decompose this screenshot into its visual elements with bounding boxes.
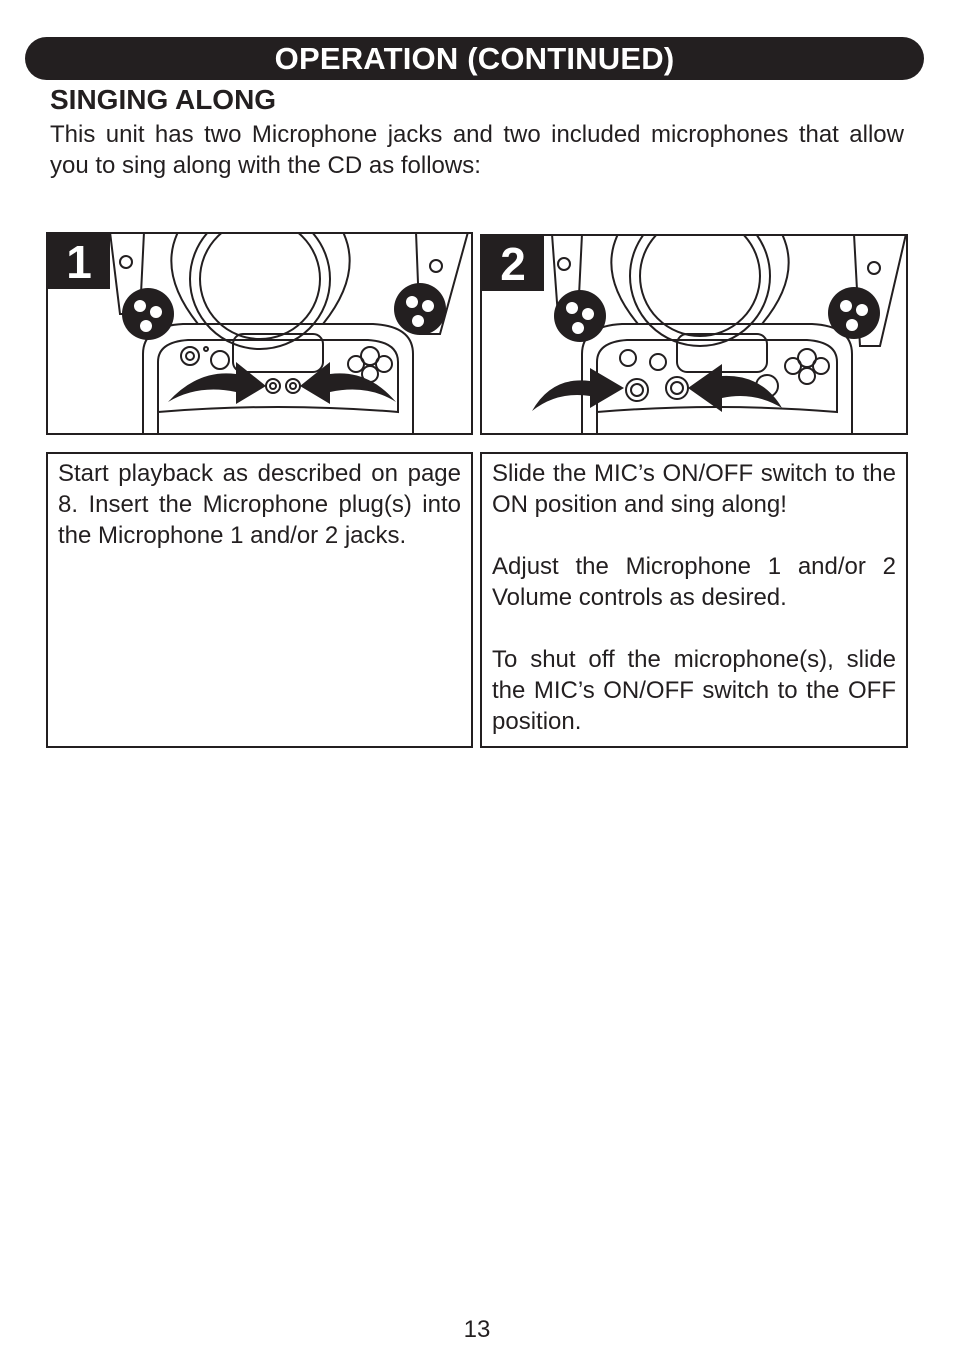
step-2-instruction-volume: Adjust the Microphone 1 and/or 2 Volume controls as desired.	[492, 553, 896, 611]
page-number: 13	[463, 1316, 491, 1343]
karaoke-machine-jacks-illustration	[48, 234, 473, 435]
step-2-instruction-off: To shut off the microphone(s), slide the MIC’s ON/OFF switch to the OFF position.	[492, 646, 896, 735]
section-banner: OPERATION (CONTINUED)	[25, 37, 924, 80]
step-1-illustration	[46, 232, 473, 435]
section-title: SINGING ALONG	[50, 84, 277, 115]
step-1-number: 1	[48, 234, 110, 289]
karaoke-machine-volume-illustration	[482, 236, 908, 435]
step-2-illustration	[480, 234, 908, 435]
step-1-instruction: Start playback as described on page 8. Insert the Microphone plug(s) into the Microphone 1 and/or 2 jacks.	[58, 460, 461, 549]
step-2-instruction-switch: Slide the MIC’s ON/OFF switch to the ON position and sing along!	[492, 460, 896, 518]
intro-paragraph: This unit has two Microphone jacks and two included microphones that allow you to sing along with the CD as follows:	[50, 121, 904, 179]
step-2-number: 2	[482, 236, 544, 291]
step-2-text-box	[480, 452, 908, 748]
step-1-text-box	[46, 452, 473, 748]
